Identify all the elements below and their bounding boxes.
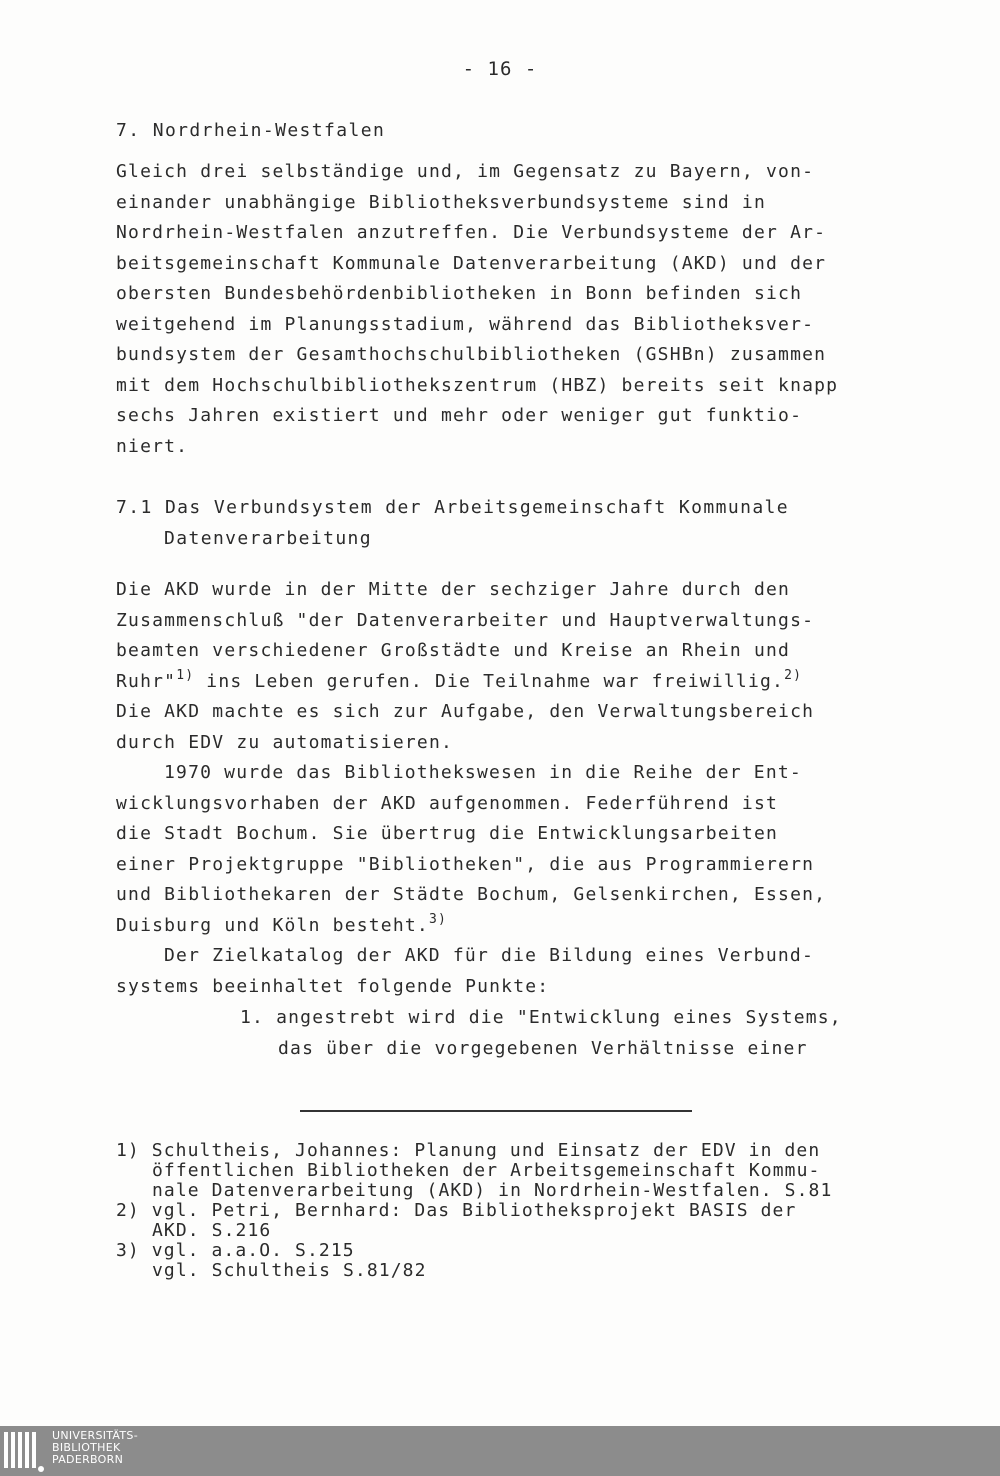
text-line: wicklungsvorhaben der AKD aufgenommen. Federführend ist — [116, 792, 779, 814]
library-footer-bar — [0, 1426, 1000, 1476]
text-segment: Ruhr" — [116, 670, 177, 692]
subsection-heading-line1: 7.1 Das Verbundsystem der Arbeitsgemeinschaft Kommunale — [116, 497, 790, 518]
goal-list — [240, 1003, 880, 1064]
subsection-heading-line2: Datenverarbeitung — [164, 528, 373, 549]
text-line: durch EDV zu automatisieren. — [116, 731, 454, 753]
text-line: niert. — [116, 435, 189, 457]
text-line: Die AKD machte es sich zur Aufgabe, den Verwaltungsbereich — [116, 701, 815, 722]
subsection-heading — [116, 497, 789, 549]
footnote-1-cont: nale Datenverarbeitung (AKD) in Nordrhein-Westfalen. S.81 — [152, 1180, 833, 1201]
text-line: beamten verschiedener Großstädte und Kreise an Rhein und — [116, 640, 791, 661]
library-logo-text — [52, 1430, 138, 1466]
text-line: sechs Jahren existiert und mehr oder weniger gut funktio- — [116, 405, 803, 426]
text-line: Zusammenschluß "der Datenverarbeiter und Hauptverwaltungs- — [116, 609, 815, 631]
logo-line: BIBLIOTHEK — [52, 1441, 121, 1454]
text-line: Der Zielkatalog der AKD für die Bildung eines Verbund- — [164, 945, 814, 966]
text-line: bundsystem der Gesamthochschulbibliotheken (GSHBn) zusammen — [116, 344, 827, 365]
text-line: weitgehend im Planungsstadium, während das Bibliotheksver- — [116, 313, 815, 335]
logo-line: UNIVERSITÄTS- — [52, 1429, 138, 1442]
footnote-ref-1: 1) — [176, 667, 195, 683]
footnote-ref-2: 2) — [784, 667, 803, 683]
text-line: systems beeinhaltet folgende Punkte: — [116, 975, 550, 997]
list-item-continuation: das über die vorgegebenen Verhältnisse einer — [278, 1037, 808, 1059]
text-segment: Duisburg und Köln besteht. — [116, 914, 429, 936]
footnote-3: 3) vgl. a.a.O. S.215 — [116, 1240, 355, 1261]
text-line: beitsgemeinschaft Kommunale Datenverarbeitung (AKD) und der — [116, 252, 827, 274]
library-logo-icon — [4, 1432, 36, 1470]
text-line — [116, 667, 876, 698]
text-line — [116, 911, 876, 942]
paragraph-target-catalog — [116, 941, 876, 1002]
text-line: die Stadt Bochum. Sie übertrug die Entwicklungsarbeiten — [116, 823, 779, 844]
text-line: einander unabhängige Bibliotheksverbundsysteme sind in — [116, 191, 766, 213]
footnote-2: 2) vgl. Petri, Bernhard: Das Bibliotheksprojekt BASIS der — [116, 1200, 797, 1221]
logo-line: PADERBORN — [52, 1453, 124, 1466]
text-line: 1970 wurde das Bibliothekswesen in die Reihe der Ent- — [164, 762, 802, 783]
paragraph-akd-origin — [116, 575, 876, 758]
list-item: 1. angestrebt wird die "Entwicklung eines Systems, — [240, 1007, 842, 1028]
section-heading: 7. Nordrhein-Westfalen — [116, 120, 386, 141]
text-line: und Bibliothekaren der Städte Bochum, Gelsenkirchen, Essen, — [116, 884, 827, 905]
text-line: einer Projektgruppe "Bibliotheken", die aus Programmierern — [116, 853, 815, 875]
intro-paragraph — [116, 157, 876, 462]
footnotes — [116, 1141, 896, 1281]
text-line: Nordrhein-Westfalen anzutreffen. Die Verbundsysteme der Ar- — [116, 222, 827, 243]
footnote-ref-3: 3) — [428, 911, 448, 927]
footnote-separator — [300, 1110, 692, 1112]
page-number: - 16 - — [462, 58, 538, 80]
text-line: Die AKD wurde in der Mitte der sechziger Jahre durch den — [116, 579, 791, 600]
footnote-2-cont: AKD. S.216 — [152, 1220, 272, 1241]
footnote-1: 1) Schultheis, Johannes: Planung und Einsatz der EDV in den — [116, 1140, 821, 1161]
text-line: Gleich drei selbständige und, im Gegensatz zu Bayern, von- — [116, 161, 815, 182]
footnote-1-cont: öffentlichen Bibliotheken der Arbeitsgemeinschaft Kommu- — [152, 1160, 821, 1181]
text-line: mit dem Hochschulbibliothekszentrum (HBZ) bereits seit knapp — [116, 374, 839, 396]
footnote-3-cont: vgl. Schultheis S.81/82 — [152, 1260, 427, 1281]
logo-dot — [38, 1466, 44, 1472]
text-line: obersten Bundesbehördenbibliotheken in Bonn befinden sich — [116, 283, 803, 304]
text-segment: ins Leben gerufen. Die Teilnahme war freiwillig. — [194, 670, 785, 692]
paragraph-library-project — [116, 758, 876, 941]
